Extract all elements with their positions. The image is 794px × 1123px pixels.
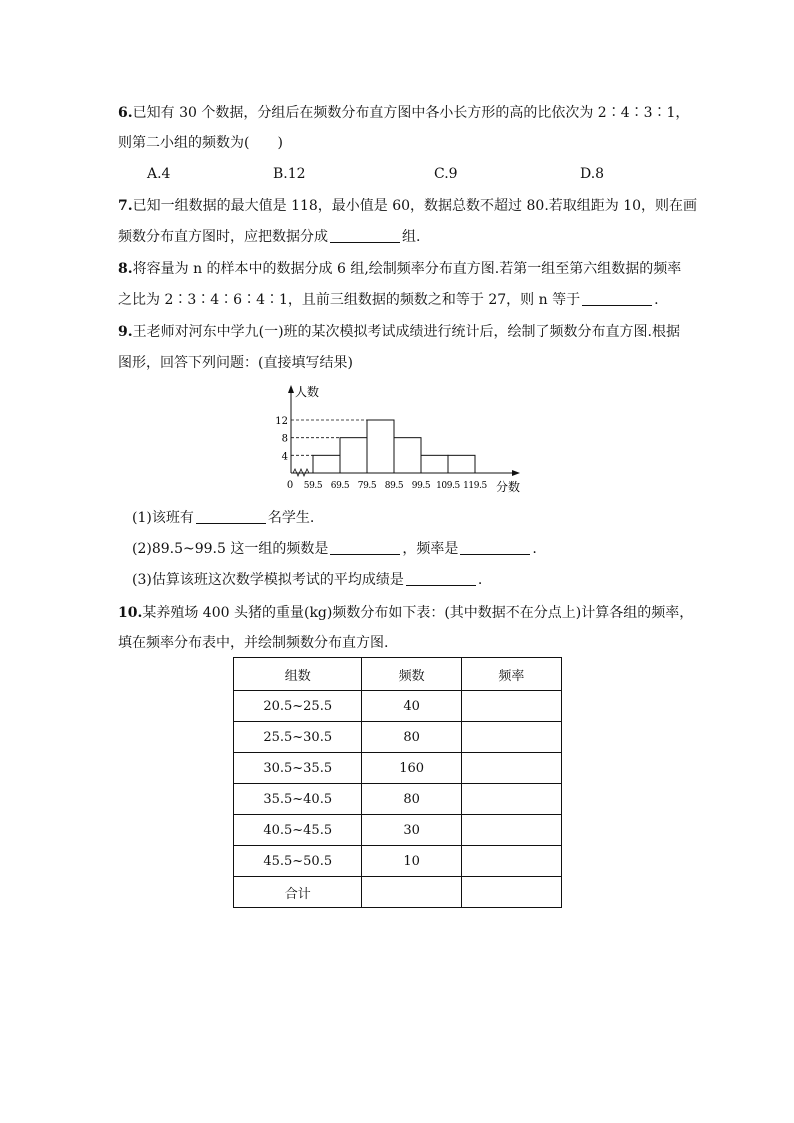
q9-sub1 xyxy=(132,508,314,528)
q6-option-c: C.9 xyxy=(434,166,458,182)
header-count: 频数 xyxy=(362,658,461,691)
table-row xyxy=(234,846,562,877)
cell-rate[interactable] xyxy=(461,846,561,877)
cell-total-count[interactable] xyxy=(362,877,461,908)
x-tick-label: 119.5 xyxy=(463,481,487,491)
cell-total-rate[interactable] xyxy=(461,877,561,908)
q8-line1 xyxy=(118,259,681,279)
histogram-bar xyxy=(448,455,475,473)
cell-group: 35.5~40.5 xyxy=(234,784,362,815)
x-tick-label: 99.5 xyxy=(411,481,431,491)
q8-text2b: . xyxy=(654,292,659,308)
q8-number: 8. xyxy=(118,261,133,277)
q7-number: 7. xyxy=(118,198,133,214)
y-tick-label: 4 xyxy=(281,451,288,463)
q7-answer-blank[interactable] xyxy=(330,228,400,243)
table-row xyxy=(234,691,562,722)
q6-option-d: D.8 xyxy=(580,166,605,182)
table-row xyxy=(234,722,562,753)
q9-sub1-blank[interactable] xyxy=(196,509,266,524)
origin-label: 0 xyxy=(286,480,294,491)
q6-text1: 已知有 30 个数据，分组后在频数分布直方图中各小长方形的高的比依次为 2∶4∶3∶1， xyxy=(132,105,690,121)
q9-number: 9. xyxy=(118,324,133,340)
x-axis-label: 分数 xyxy=(496,480,521,494)
histogram-bar xyxy=(367,420,394,473)
q9-sub3-text-a: (3)估算该班这次数学模拟考试的平均成绩是 xyxy=(132,572,404,588)
q9-sub2-text-a: (2)89.5~99.5 这一组的频数是 xyxy=(132,541,329,557)
cell-count: 80 xyxy=(362,722,461,753)
y-tick-label: 12 xyxy=(275,416,288,427)
cell-group: 30.5~35.5 xyxy=(234,753,362,784)
histogram-bar xyxy=(421,455,448,473)
q9-sub1-text-b: 名学生. xyxy=(267,510,315,526)
table-row xyxy=(234,784,562,815)
y-tick-label: 8 xyxy=(281,433,288,445)
q10-number: 10. xyxy=(118,605,143,621)
cell-group: 40.5~45.5 xyxy=(234,815,362,846)
y-axis-arrow xyxy=(288,385,294,393)
cell-rate[interactable] xyxy=(461,815,561,846)
histogram-bar xyxy=(313,455,340,473)
y-axis-label: 人数 xyxy=(295,385,320,399)
cell-group: 45.5~50.5 xyxy=(234,846,362,877)
table-total-row xyxy=(234,877,562,908)
x-tick-label: 109.5 xyxy=(436,481,460,491)
cell-group: 25.5~30.5 xyxy=(234,722,362,753)
x-tick-label: 69.5 xyxy=(330,481,350,491)
q9-sub2-text-b: ，频率是 xyxy=(402,541,459,557)
cell-total-label: 合计 xyxy=(234,877,362,908)
header-rate: 频率 xyxy=(461,658,561,691)
x-tick-label: 59.5 xyxy=(303,481,323,491)
q10-line1 xyxy=(118,603,693,623)
cell-count: 40 xyxy=(362,691,461,722)
q7-text1: 已知一组数据的最大值是 118，最小值是 60，数据总数不超过 80.若取组距为 10，则在画 xyxy=(132,198,698,214)
cell-rate[interactable] xyxy=(461,722,561,753)
cell-count: 30 xyxy=(362,815,461,846)
q9-sub1-text-a: (1)该班有 xyxy=(132,510,194,526)
q9-sub3-blank[interactable] xyxy=(406,571,476,586)
q6-number: 6. xyxy=(118,105,133,121)
q9-text1: 王老师对河东中学九(一)班的某次模拟考试成绩进行统计后，绘制了频数分布直方图.根据 xyxy=(132,324,680,340)
table-header-row xyxy=(234,658,562,691)
q9-sub3 xyxy=(132,570,482,590)
frequency-table xyxy=(233,657,562,908)
q8-answer-blank[interactable] xyxy=(582,291,652,306)
q9-line2: 图形，回答下列问题：(直接填写结果) xyxy=(118,355,353,371)
cell-rate[interactable] xyxy=(461,753,561,784)
q9-sub2 xyxy=(132,539,537,559)
q6-line2: 则第二小组的频数为( ) xyxy=(118,135,283,151)
q7-line2 xyxy=(118,227,420,247)
cell-group: 20.5~25.5 xyxy=(234,691,362,722)
table-row xyxy=(234,815,562,846)
q10-text1: 某养殖场 400 头猪的重量(kg)频数分布如下表：(其中数据不在分点上)计算各组的频率， xyxy=(142,605,694,621)
q8-text2a: 之比为 2∶3∶4∶6∶4∶1，且前三组数据的频数之和等于 27，则 n 等于 xyxy=(118,292,581,308)
x-tick-label: 79.5 xyxy=(357,481,377,491)
cell-count: 10 xyxy=(362,846,461,877)
cell-rate[interactable] xyxy=(461,784,561,815)
q10-line2: 填在频率分布表中，并绘制频数分布直方图. xyxy=(118,635,389,651)
cell-count: 160 xyxy=(362,753,461,784)
q7-line1 xyxy=(118,196,697,216)
q7-text2a: 频数分布直方图时，应把数据分成 xyxy=(118,229,328,245)
x-axis-arrow xyxy=(512,470,520,476)
x-tick-label: 89.5 xyxy=(384,481,404,491)
q6-option-a: A.4 xyxy=(147,166,171,182)
histogram-bar xyxy=(340,438,367,473)
q9-sub2-blank-rate[interactable] xyxy=(460,540,530,555)
cell-rate[interactable] xyxy=(461,691,561,722)
q9-sub3-text-b: . xyxy=(477,572,483,588)
header-group: 组数 xyxy=(234,658,362,691)
frequency-histogram xyxy=(264,380,526,498)
q9-sub2-text-c: . xyxy=(532,541,537,557)
q9-line1 xyxy=(118,322,680,342)
table-row xyxy=(234,753,562,784)
q9-sub2-blank-frequency[interactable] xyxy=(330,540,400,555)
q8-line2 xyxy=(118,290,659,310)
q7-text2b: 组. xyxy=(402,229,421,245)
q8-text1: 将容量为 n 的样本中的数据分成 6 组,绘制频率分布直方图.若第一组至第六组数据的频率 xyxy=(132,261,682,277)
q6-option-b: B.12 xyxy=(273,166,306,182)
histogram-bar xyxy=(394,438,421,473)
q6-line1 xyxy=(118,103,689,123)
cell-count: 80 xyxy=(362,784,461,815)
